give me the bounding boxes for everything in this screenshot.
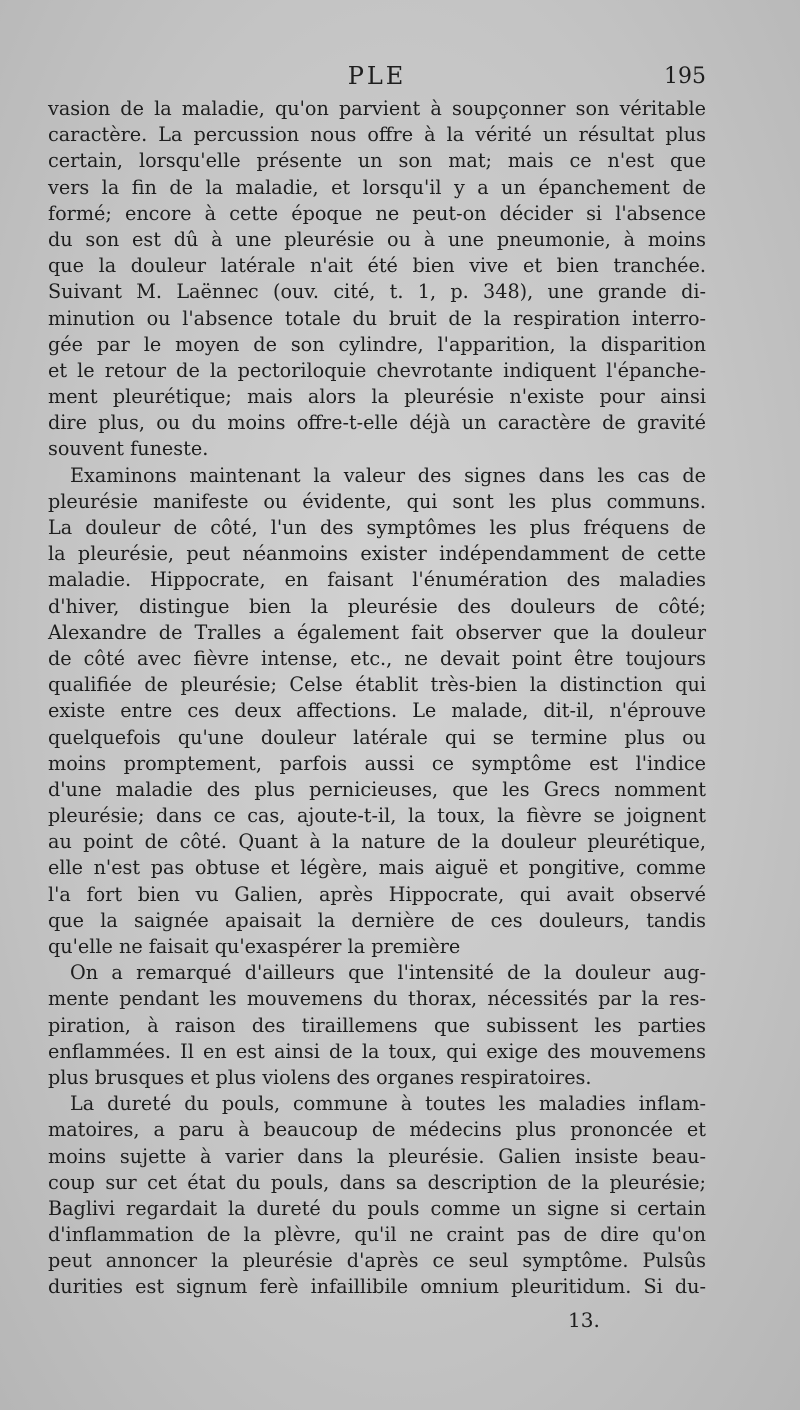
running-head: PLE — [347, 62, 407, 90]
page-header — [48, 62, 706, 96]
text-line: pleurésie; dans ce cas, ajoute-t-il, la toux, la fièvre se joignent — [48, 804, 706, 828]
text-line: qu'elle ne faisait qu'exaspérer la première — [48, 935, 461, 958]
text-line: maladie. Hippocrate, en faisant l'énumération des maladies — [48, 568, 706, 592]
text-line: de côté avec fièvre intense, etc., ne devait point être toujours — [48, 646, 706, 670]
text-line: moins promptement, parfois aussi ce symptôme est l'indice — [48, 751, 706, 775]
text-line: d'une maladie des plus pernicieuses, que les Grecs nomment — [48, 777, 706, 801]
text-line: La douleur de côté, l'un des symptômes les plus fréquens de — [48, 516, 706, 539]
text-line: certain, lorsqu'elle présente un son mat; mais ce n'est que — [48, 149, 706, 173]
text-line: pleurésie manifeste ou évidente, qui sont les plus communs. — [48, 489, 706, 513]
text-line: Suivant M. Laënnec (ouv. cité, t. 1, p. 348), une grande di- — [48, 280, 706, 304]
text-line: formé; encore à cette époque ne peut-on décider si l'absence — [48, 201, 706, 225]
text-line: On a remarqué d'ailleurs que l'intensité de la douleur aug- — [70, 961, 706, 985]
text-line: Examinons maintenant la valeur des signes dans les cas de — [70, 463, 706, 487]
text-line: d'inflammation de la plèvre, qu'il ne craint pas de dire qu'on — [48, 1223, 706, 1247]
text-line: d'hiver, distingue bien la pleurésie des douleurs de côté; — [48, 594, 706, 618]
text-line: l'a fort bien vu Galien, après Hippocrate, qui avait observé — [48, 882, 706, 906]
text-line: durities est signum ferè infaillibile omnium pleuritidum. Si du- — [48, 1275, 706, 1299]
text-line: la pleurésie, peut néanmoins exister indépendamment de cette — [48, 542, 706, 566]
text-line: dire plus, ou du moins offre-t-elle déjà un caractère de gravité — [48, 411, 706, 435]
text-line: au point de côté. Quant à la nature de la douleur pleurétique, — [48, 830, 706, 854]
text-line: Alexandre de Tralles a également fait observer que la douleur — [48, 620, 706, 644]
text-line: quelquefois qu'une douleur latérale qui se termine plus ou — [48, 725, 706, 749]
text-line: vasion de la maladie, qu'on parvient à soupçonner son véritable — [48, 97, 706, 120]
page-number: 195 — [664, 64, 706, 89]
text-line: existe entre ces deux affections. Le malade, dit-il, n'éprouve — [48, 699, 706, 723]
text-line: enflammées. Il en est ainsi de la toux, qui exige des mouvemens — [48, 1039, 706, 1063]
text-line: La dureté du pouls, commune à toutes les maladies inflam- — [70, 1092, 706, 1116]
text-line: moins sujette à varier dans la pleurésie. Galien insiste beau- — [48, 1144, 706, 1168]
text-line: qualifiée de pleurésie; Celse établit très-bien la distinction qui — [48, 673, 706, 697]
text-line: et le retour de la pectoriloquie chevrotante indiquent l'épanche- — [48, 358, 706, 382]
text-line: mente pendant les mouvemens du thorax, nécessités par la res- — [48, 987, 706, 1011]
text-line: minution ou l'absence totale du bruit de la respiration interro- — [48, 306, 706, 330]
text-line: que la saignée apaisait la dernière de ces douleurs, tandis — [48, 908, 706, 932]
text-line: du son est dû à une pleurésie ou à une pneumonie, à moins — [48, 227, 706, 251]
text-line: gée par le moyen de son cylindre, l'apparition, la disparition — [48, 332, 706, 356]
text-line: plus brusques et plus violens des organes respiratoires. — [48, 1065, 592, 1089]
text-line: peut annoncer la pleurésie d'après ce seul symptôme. Pulsûs — [48, 1249, 706, 1273]
text-line: matoires, a paru à beaucoup de médecins plus prononcée et — [48, 1118, 706, 1142]
text-line: elle n'est pas obtuse et légère, mais aiguë et pongitive, comme — [48, 856, 706, 880]
text-line: caractère. La percussion nous offre à la vérité un résultat plus — [48, 123, 706, 147]
text-line: vers la fin de la maladie, et lorsqu'il y a un épanchement de — [48, 175, 706, 199]
text-line: piration, à raison des tiraillemens que subissent les parties — [48, 1013, 706, 1037]
text-line: que la douleur latérale n'ait été bien vive et bien tranchée. — [48, 254, 706, 278]
body-text — [48, 96, 706, 1301]
text-line: souvent funeste. — [48, 437, 209, 461]
text-line: coup sur cet état du pouls, dans sa description de la pleurésie; — [48, 1170, 706, 1194]
text-line: Baglivi regardait la dureté du pouls comme un signe si certain — [48, 1196, 706, 1220]
text-line: ment pleurétique; mais alors la pleurésie n'existe pour ainsi — [48, 385, 706, 409]
signature-mark: 13. — [568, 1308, 600, 1332]
